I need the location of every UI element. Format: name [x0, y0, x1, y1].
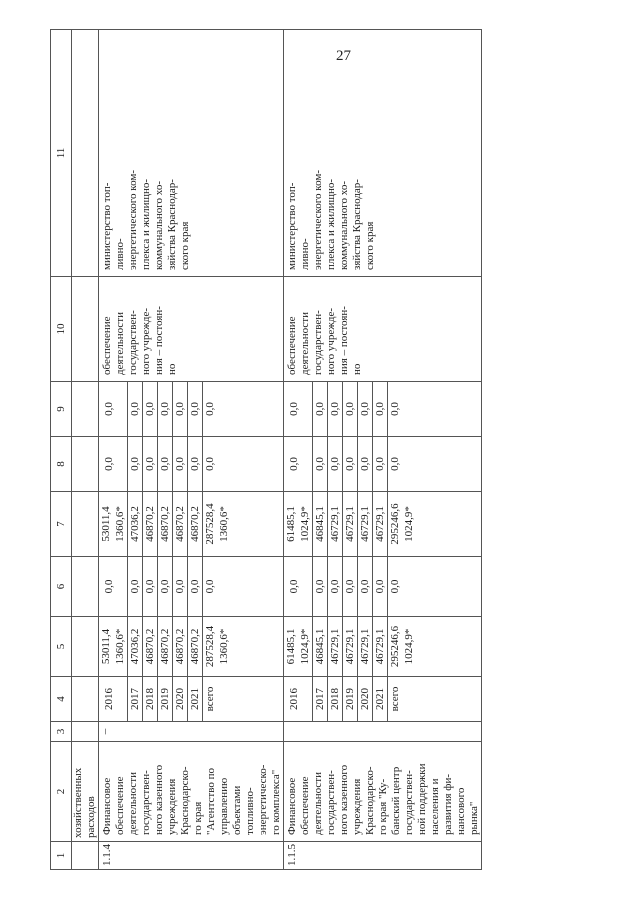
value-text: 46729,1: [344, 506, 356, 542]
header-col-2: 2: [51, 742, 72, 842]
value-cell: [203, 437, 217, 491]
value-cell: [143, 617, 158, 676]
value-cell: [373, 492, 388, 556]
value-text: 0,0: [314, 402, 326, 416]
text-line: ского края: [364, 221, 376, 270]
year-cell: [188, 677, 203, 721]
text-line: учреждения: [166, 778, 178, 835]
value-cell: [284, 617, 313, 676]
year-cell: [328, 677, 343, 721]
col-8-values: [284, 437, 482, 492]
value-cell: [203, 617, 230, 676]
value-text: 0,0: [144, 457, 156, 471]
text-line: плекса и жилищно-: [140, 179, 152, 270]
text-line: учреждения: [351, 778, 363, 835]
text-line: ного учрежде-: [325, 307, 337, 375]
value-cell: [143, 437, 158, 491]
value-text: 0,0: [103, 402, 115, 416]
col-6-values: [284, 557, 482, 617]
value-text: 0,0: [344, 579, 356, 594]
value-cell: [203, 492, 230, 556]
text-line: населения и: [429, 778, 441, 835]
col-7-values: [284, 492, 482, 557]
value-text: 0,0: [374, 457, 386, 471]
value-text: 46870,2: [189, 506, 201, 542]
text-line: обеспечение: [286, 316, 298, 375]
rotated-table-container: [50, 30, 640, 870]
text-line: деятельности: [114, 312, 126, 375]
value-cell: [284, 557, 313, 616]
value-cell: [313, 382, 328, 436]
text-line: энергетического ком-: [127, 170, 139, 270]
text-line: ного учрежде-: [140, 307, 152, 375]
year-label: 2020: [174, 688, 186, 710]
value-text: 46729,1: [359, 628, 371, 665]
col-5-values: [284, 617, 482, 677]
value-cell: [188, 437, 203, 491]
year-label: 2016: [288, 688, 300, 710]
value-text: 0,0: [189, 457, 201, 471]
year-cell: [203, 677, 217, 721]
value-cell: [173, 557, 188, 616]
value-text: 0,0: [204, 457, 216, 471]
year-cell: [284, 677, 313, 721]
value-cell: [143, 382, 158, 436]
value-cell: [313, 437, 328, 491]
text-line: деятельности: [312, 772, 324, 835]
value-cell: [99, 617, 128, 676]
text-line: министерство топ-: [286, 182, 298, 270]
text-line: деятельности: [299, 312, 311, 375]
value-text: 0,0: [189, 402, 201, 416]
value-text: 0,0: [159, 579, 171, 594]
value-cell: [313, 557, 328, 616]
text-line: деятельности: [127, 772, 139, 835]
text-line: рынка": [468, 801, 480, 835]
value-cell: [358, 437, 373, 491]
value-text: 0,0: [103, 457, 115, 471]
value-text: 0,0: [359, 402, 371, 416]
row-number: 1.1.4: [99, 842, 284, 870]
value-text: 46870,2: [159, 628, 171, 665]
col-11-text: [99, 30, 284, 277]
value-text: 46729,1: [374, 506, 386, 542]
value-cell: [373, 437, 388, 491]
row-number: 1.1.5: [284, 842, 482, 870]
value-cell: [328, 557, 343, 616]
value-cell: [158, 492, 173, 556]
table-row-1-1-5: [284, 30, 482, 870]
value-text: 53011,4: [100, 628, 112, 665]
footnote-value: 1024,9*: [403, 628, 415, 665]
value-text: 0,0: [144, 402, 156, 416]
value-text: 0,0: [344, 457, 356, 471]
header-col-7: 7: [51, 492, 72, 557]
value-text: 0,0: [389, 457, 401, 471]
year-label: 2019: [344, 688, 356, 710]
text-line: но: [351, 363, 363, 375]
year-cell: [143, 677, 158, 721]
value-cell: [188, 382, 203, 436]
value-text: 0,0: [314, 579, 326, 594]
value-text: 46729,1: [329, 628, 341, 665]
value-cell: [203, 382, 217, 436]
text-line: коммунального хо-: [338, 181, 350, 270]
value-cell: [128, 617, 143, 676]
value-text: 47036,2: [129, 506, 141, 542]
value-text: 287528,4: [204, 503, 216, 545]
text-line: плекса и жилищно-: [325, 179, 337, 270]
col-6-values: [99, 557, 284, 617]
text-line: государствен-: [140, 770, 152, 835]
text-line: коммунального хо-: [153, 181, 165, 270]
value-text: 0,0: [329, 457, 341, 471]
year-cell: [343, 677, 358, 721]
year-cell: [388, 677, 402, 721]
value-text: 287528,4: [204, 625, 216, 668]
value-cell: [328, 617, 343, 676]
value-text: 0,0: [174, 579, 186, 594]
value-text: 0,0: [288, 579, 300, 594]
footnote-value: 1024,9*: [299, 628, 311, 665]
program-activities-table: [50, 29, 482, 870]
row-title: [284, 742, 482, 842]
text-line: ного казенного: [338, 764, 350, 835]
row-title: [99, 742, 284, 842]
value-text: 0,0: [174, 457, 186, 471]
text-line: "Агентство по: [205, 768, 217, 835]
text-line: ливно-: [114, 238, 126, 270]
header-col-1: 1: [51, 842, 72, 870]
year-label: 2016: [103, 688, 115, 710]
value-text: 0,0: [374, 402, 386, 416]
value-text: 61485,1: [285, 506, 297, 542]
value-cell: [313, 492, 328, 556]
value-cell: [143, 557, 158, 616]
value-text: 46870,2: [174, 628, 186, 665]
value-text: 46845,1: [314, 628, 326, 665]
value-text: 46870,2: [189, 628, 201, 665]
value-cell: [158, 557, 173, 616]
year-label: всего: [204, 686, 216, 712]
value-cell: [128, 492, 143, 556]
text-line: зяйства Краснодар-: [351, 179, 363, 270]
value-cell: [328, 437, 343, 491]
value-cell: [158, 617, 173, 676]
value-cell: [358, 617, 373, 676]
value-text: 0,0: [288, 402, 300, 416]
value-text: 0,0: [159, 402, 171, 416]
value-text: 46729,1: [359, 506, 371, 542]
text-line: государствен-: [403, 770, 415, 835]
text-line: обеспечение: [114, 776, 126, 835]
value-text: 0,0: [329, 402, 341, 416]
value-cell: [388, 617, 415, 676]
text-line: Краснодарско-: [179, 766, 191, 835]
value-text: 0,0: [174, 402, 186, 416]
year-label: 2017: [129, 688, 141, 710]
value-cell: [128, 437, 143, 491]
value-text: 0,0: [329, 579, 341, 594]
continued-row: [72, 30, 99, 870]
value-cell: [313, 617, 328, 676]
value-text: 295246,6: [389, 503, 401, 545]
year-cell: [99, 677, 128, 721]
text-line: Финансовое: [286, 777, 298, 835]
value-cell: [173, 492, 188, 556]
value-cell: [158, 437, 173, 491]
value-cell: [173, 617, 188, 676]
value-cell: [99, 382, 128, 436]
value-text: 0,0: [288, 457, 300, 471]
value-cell: [128, 557, 143, 616]
value-text: 61485,1: [285, 628, 297, 665]
table-row-1-1-4: [99, 30, 284, 870]
text-line: го края: [192, 801, 204, 835]
year-cell: [313, 677, 328, 721]
header-col-4: 4: [51, 677, 72, 722]
value-cell: [388, 382, 402, 436]
value-text: 0,0: [389, 402, 401, 416]
text-line: энергетическо-: [257, 764, 269, 835]
value-text: 46870,2: [144, 506, 156, 542]
text-line: но: [166, 363, 178, 375]
value-cell: [358, 557, 373, 616]
value-text: 46845,1: [314, 506, 326, 542]
header-col-11: 11: [51, 30, 72, 277]
col-3-value: [284, 722, 482, 742]
value-text: 295246,6: [389, 625, 401, 668]
text-line: го комплекса": [270, 769, 282, 835]
value-text: 46870,2: [159, 506, 171, 542]
value-cell: [358, 492, 373, 556]
value-text: 0,0: [359, 579, 371, 594]
col-7-values: [99, 492, 284, 557]
value-text: 0,0: [389, 579, 401, 594]
header-col-6: 6: [51, 557, 72, 617]
header-row: [51, 30, 72, 870]
footnote-value: 1360,6*: [218, 506, 230, 542]
col-8-values: [99, 437, 284, 492]
text-line: ния – постоян-: [153, 306, 165, 375]
value-cell: [284, 492, 313, 556]
value-cell: [143, 492, 158, 556]
value-cell: [373, 557, 388, 616]
text-line: ной поддержки: [416, 763, 428, 835]
value-cell: [99, 437, 128, 491]
value-cell: [358, 382, 373, 436]
value-text: 0,0: [359, 457, 371, 471]
year-label: 2021: [189, 688, 201, 710]
value-text: 0,0: [204, 579, 216, 594]
value-cell: [158, 382, 173, 436]
value-cell: [284, 382, 313, 436]
years-cell: [284, 677, 482, 722]
value-cell: [99, 557, 128, 616]
value-cell: [203, 557, 217, 616]
col-9-values: [284, 382, 482, 437]
footnote-value: 1024,9*: [403, 506, 415, 542]
text-line: государствен-: [127, 310, 139, 375]
text-line: зяйства Краснодар-: [166, 179, 178, 270]
continued-text: хозяйственных расходов: [72, 742, 99, 842]
value-text: 46870,2: [144, 628, 156, 665]
value-cell: [188, 617, 203, 676]
value-text: 46729,1: [329, 506, 341, 542]
year-label: 2018: [144, 688, 156, 710]
year-label: 2017: [314, 688, 326, 710]
value-text: 0,0: [103, 579, 115, 594]
text-line: ния – постоян-: [338, 306, 350, 375]
col-11-text: [284, 30, 482, 277]
col-10-text: [99, 277, 284, 382]
value-cell: [343, 437, 358, 491]
col-10-text: [284, 277, 482, 382]
value-cell: [343, 492, 358, 556]
value-text: 0,0: [129, 402, 141, 416]
text-line: энергетического ком-: [312, 170, 324, 270]
value-cell: [128, 382, 143, 436]
value-cell: [373, 382, 388, 436]
header-col-10: 10: [51, 277, 72, 382]
value-text: 0,0: [374, 579, 386, 594]
value-text: 47036,2: [129, 628, 141, 665]
text-line: развития фи-: [442, 774, 454, 835]
value-cell: [388, 492, 415, 556]
year-cell: [128, 677, 143, 721]
footnote-value: 1360,6*: [114, 628, 126, 665]
text-line: топливно-: [244, 787, 256, 835]
text-line: нансового: [455, 787, 467, 835]
value-cell: [99, 492, 128, 556]
col-9-values: [99, 382, 284, 437]
text-line: государствен-: [325, 770, 337, 835]
value-cell: [373, 617, 388, 676]
footnote-value: 1024,9*: [299, 506, 311, 542]
header-col-3: 3: [51, 722, 72, 742]
year-label: 2020: [359, 688, 371, 710]
value-cell: [328, 382, 343, 436]
text-line: управлению: [218, 777, 230, 835]
header-col-8: 8: [51, 437, 72, 492]
page-number: 27: [336, 48, 351, 64]
text-line: объектами: [231, 785, 243, 835]
value-cell: [173, 437, 188, 491]
text-line: обеспечение: [299, 776, 311, 835]
text-line: ливно-: [299, 238, 311, 270]
col-3-value: –: [99, 722, 284, 742]
value-text: 0,0: [189, 579, 201, 594]
value-text: 46729,1: [344, 628, 356, 665]
value-cell: [343, 617, 358, 676]
value-cell: [284, 437, 313, 491]
value-text: 0,0: [204, 402, 216, 416]
text-line: го края "Ку-: [377, 778, 389, 835]
text-line: банский центр: [390, 766, 402, 835]
year-label: 2021: [374, 688, 386, 710]
value-text: 0,0: [344, 402, 356, 416]
value-cell: [173, 382, 188, 436]
value-text: 0,0: [144, 579, 156, 594]
value-text: 46870,2: [174, 506, 186, 542]
value-cell: [343, 557, 358, 616]
value-cell: [343, 382, 358, 436]
value-cell: [188, 492, 203, 556]
value-text: 46729,1: [374, 628, 386, 665]
years-cell: [99, 677, 284, 722]
footnote-value: 1360,6*: [114, 506, 126, 542]
text-line: Краснодарско-: [364, 766, 376, 835]
text-line: ного казенного: [153, 764, 165, 835]
footnote-value: 1360,6*: [218, 628, 230, 665]
text-line: министерство топ-: [101, 182, 113, 270]
year-cell: [373, 677, 388, 721]
year-cell: [158, 677, 173, 721]
year-label: 2019: [159, 688, 171, 710]
value-text: 0,0: [129, 579, 141, 594]
value-cell: [328, 492, 343, 556]
year-label: 2018: [329, 688, 341, 710]
col-5-values: [99, 617, 284, 677]
value-text: 53011,4: [100, 506, 112, 542]
value-cell: [188, 557, 203, 616]
year-cell: [173, 677, 188, 721]
value-cell: [388, 557, 402, 616]
text-line: государствен-: [312, 310, 324, 375]
header-col-5: 5: [51, 617, 72, 677]
text-line: обеспечение: [101, 316, 113, 375]
text-line: ского края: [179, 221, 191, 270]
header-col-9: 9: [51, 382, 72, 437]
value-text: 0,0: [129, 457, 141, 471]
value-text: 0,0: [314, 457, 326, 471]
year-label: всего: [389, 686, 401, 712]
value-text: 0,0: [159, 457, 171, 471]
value-cell: [388, 437, 402, 491]
year-cell: [358, 677, 373, 721]
text-line: Финансовое: [101, 777, 113, 835]
